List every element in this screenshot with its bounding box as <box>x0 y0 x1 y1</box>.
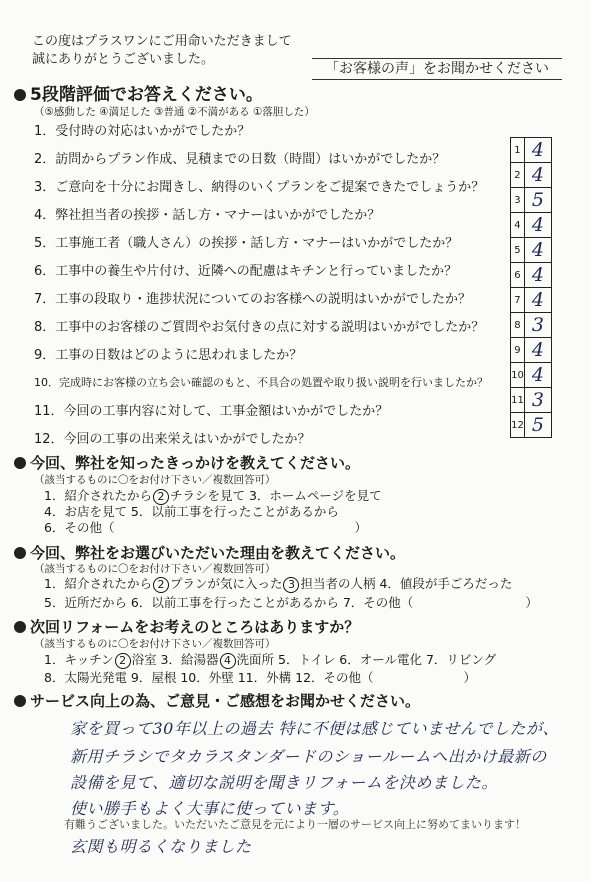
score-row <box>511 238 552 263</box>
score-number: 1 <box>511 138 525 163</box>
score-value: 5 <box>524 188 551 213</box>
page-title: 「お客様の声」をお聞かせください <box>312 58 562 80</box>
circled-choice: 3 <box>283 577 299 593</box>
score-number: 11 <box>511 388 525 413</box>
score-row <box>511 413 552 438</box>
question-5: 5．工事施工者（職人さん）の挨拶・話し方・マナーはいかがでしたか？ <box>34 236 459 251</box>
score-row <box>511 313 552 338</box>
section3-heading: 今回、弊社をお選びいただいた理由を教えてください。 <box>14 542 405 563</box>
handwritten-comment-line-4: 使い勝手もよく大事に使っています。 <box>70 799 350 818</box>
score-number: 7 <box>511 288 525 313</box>
question-3: 3．ご意向を十分にお聞きし、納得のいくプランをご提案できたでしょうか？ <box>34 180 485 195</box>
score-value: 4 <box>524 263 551 288</box>
section2-options-line-1: 1．紹介されたから 2 チラシを見て 3．ホームページを見て <box>44 488 382 503</box>
bullet-icon <box>14 547 26 559</box>
score-row <box>511 363 552 388</box>
section1-heading: 5段階評価でお答えください。 <box>14 80 263 105</box>
score-row <box>511 138 552 163</box>
score-number: 3 <box>511 188 525 213</box>
score-value: 3 <box>524 388 551 413</box>
score-row <box>511 188 552 213</box>
score-number: 8 <box>511 313 525 338</box>
handwritten-comment-line-5: 玄関も明るくなりました <box>70 837 252 856</box>
question-9: 9．工事の日数はどのように思われましたか？ <box>34 348 303 363</box>
question-6: 6．工事中の養生や片付け、近隣への配慮はキチンと行っていましたか？ <box>34 264 458 279</box>
section4-note: （該当するものに〇をお付け下さい／複数回答可） <box>34 638 276 650</box>
question-7: 7．工事の段取り・進捗状況についてのお客様への説明はいかがでしたか？ <box>34 292 472 307</box>
score-number: 12 <box>511 413 525 438</box>
bullet-icon <box>14 457 26 469</box>
score-value: 4 <box>524 288 551 313</box>
score-value: 4 <box>524 213 551 238</box>
intro-line-2: 誠にありがとうございました。 <box>32 52 215 67</box>
question-12: 12．今回の工事の出来栄えはいかがでしたか？ <box>34 432 311 447</box>
question-2: 2．訪問からプラン作成、見積までの日数（時間）はいかがでしたか？ <box>34 152 446 167</box>
section2-options-line-3: 6．その他（ ） <box>44 520 367 535</box>
section2-note: （該当するものに〇をお付け下さい／複数回答可） <box>34 474 276 486</box>
bullet-icon <box>14 695 26 707</box>
question-8: 8．工事中のお客様のご質問やお気付きの点に対する説明はいかがでしたか？ <box>34 320 485 335</box>
circled-choice: 2 <box>153 577 169 593</box>
score-row <box>511 163 552 188</box>
score-value: 4 <box>524 363 551 388</box>
bullet-icon <box>14 89 26 101</box>
score-row <box>511 288 552 313</box>
question-11: 11．今回の工事内容に対して、工事金額はいかがでしたか？ <box>34 404 389 419</box>
score-number: 5 <box>511 238 525 263</box>
score-value: 3 <box>524 313 551 338</box>
section3-note: （該当するものに〇をお付け下さい／複数回答可） <box>34 563 276 575</box>
score-value: 4 <box>524 338 551 363</box>
score-row <box>511 388 552 413</box>
score-number: 2 <box>511 163 525 188</box>
score-value: 4 <box>524 238 551 263</box>
section4-options-line-2: 8．太陽光発電 9．屋根 10．外壁 11．外構 12．その他（ ） <box>44 670 477 685</box>
question-1: 1．受付時の対応はいかがでしたか？ <box>34 124 251 139</box>
circled-choice: 4 <box>220 653 236 669</box>
handwritten-comment-line-2: 新用チラシでタカラスタンダードのショールームへ出かけ最新の <box>70 747 547 766</box>
footer-thanks: 有難うございました。いただいたご意見を元により一層のサービス向上に努めてまいります！ <box>64 818 526 831</box>
score-number: 9 <box>511 338 525 363</box>
handwritten-comment-line-3: 設備を見て、適切な説明を聞きリフォームを決めました。 <box>70 773 498 792</box>
section3-options-line-2: 5．近所だから 6．以前工事を行ったことがあるから 7．その他（ ） <box>44 595 538 610</box>
score-value: 5 <box>524 413 551 438</box>
circled-choice: 2 <box>115 653 131 669</box>
bullet-icon <box>14 621 26 633</box>
section4-heading: 次回リフォームをお考えのところはありますか？ <box>14 616 359 637</box>
score-number: 6 <box>511 263 525 288</box>
section3-options-line-1: 1．紹介されたから 2 プランが気に入った 3 担当者の人柄 4．値段が手ごろだった <box>44 576 513 591</box>
score-row <box>511 338 552 363</box>
section4-options-line-1: 1．キッチン 2 浴室 3．給湯器 4 洗面所 5．トイレ 6．オール電化 7．リビング <box>44 652 497 667</box>
score-number: 4 <box>511 213 525 238</box>
circled-choice: 2 <box>153 489 169 505</box>
score-row <box>511 263 552 288</box>
handwritten-comment-line-1: 家を買って30年以上の過去 特に不便は感じていませんでしたが、 <box>70 719 559 738</box>
score-value: 4 <box>524 138 551 163</box>
rating-scale: （⑤感動した ④満足した ③普通 ②不満がある ①落胆した） <box>34 106 315 118</box>
intro-line-1: この度はプラスワンにご用命いただきまして <box>32 34 292 49</box>
score-row <box>511 213 552 238</box>
section2-options-line-2: 4．お店を見て 5．以前工事を行ったことがあるから <box>44 504 339 519</box>
section5-heading: サービス向上の為、ご意見・ご感想をお聞かせください。 <box>14 690 420 711</box>
score-value: 4 <box>524 163 551 188</box>
section2-heading: 今回、弊社を知ったきっかけを教えてください。 <box>14 452 360 473</box>
score-number: 10 <box>511 363 525 388</box>
score-table <box>510 137 552 438</box>
question-4: 4．弊社担当者の挨拶・話し方・マナーはいかがでしたか？ <box>34 208 381 223</box>
question-10: 10．完成時にお客様の立ち会い確認のもと、不具合の処置や取り扱い説明を行いましたか？ <box>34 376 488 389</box>
